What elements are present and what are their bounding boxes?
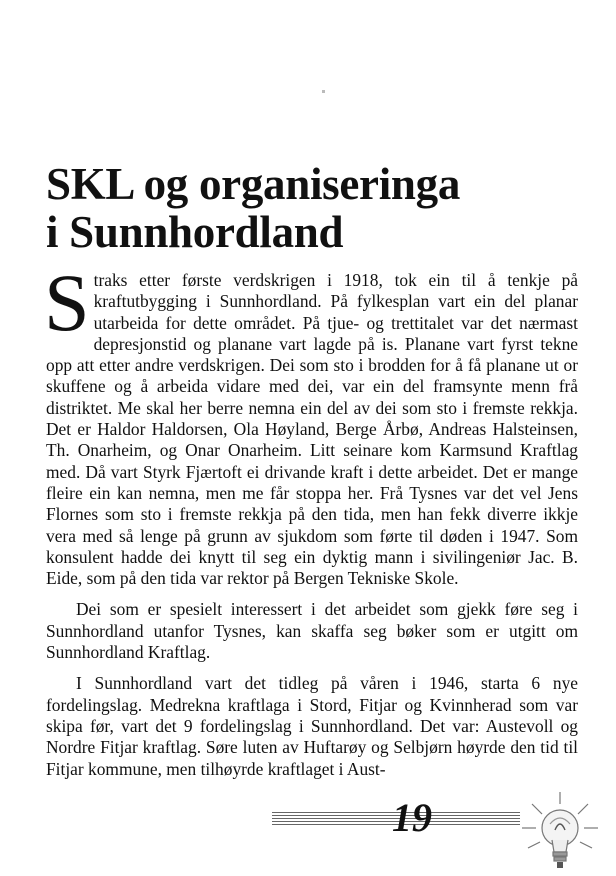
chapter-title-line-2: i Sunnhordland: [46, 207, 344, 257]
page-number: 19: [392, 795, 432, 840]
lightbulb-emblem-icon: [518, 788, 602, 872]
paragraph-3: I Sunnhordland vart det tidleg på våren i 1946, starta 6 nye fordelingslag. Medrekna kraftlaga i Stord, Fitjar og Kvinnherad som var skipa før, vart det 9 fordelingslag i Sunnhordland. Det var: Austevoll og Nordre Fitjar kraftlag. Søre luten av Huftarøy og Selbjørn høyrde den tid til Fitjar kommune, men tilhøyrde kraftlaget i Aust-: [46, 673, 578, 779]
drop-cap: S: [44, 257, 90, 348]
paragraph-1-text: traks etter første verdskrigen i 1918, tok ein til å tenkje på kraftutbygging i Sunnhordland. På fylkesplan vart ein del planar utarbeida for dette området. På tjue- og trettitalet var det nærmast depresjonstid og planane vart lagde på is. Planane vart fyrst tekne opp att etter andre verdskrigen. Dei som sto i brodden for å få planane ut or skuffene og å arbeida vidare med dei, var ein del framsynte menn frå distriktet. Me skal her berre nemna ein del av dei som sto i fremste rekkja. Det er Haldor Haldorsen, Ola Høyland, Berge Årbø, Andreas Halsteinsen, Th. Onarheim, og Onar Onarheim. Litt seinare kom Karmsund Kraftlag med. Då vart Styrk Fjærtoft ei drivande kraft i dette arbeidet. Det er mange fleire ein kan nemna, men me får stoppa her. Frå Tysnes var det vel Jens Flornes som sto i fremste rekkja på den tida, men han fekk diverre ikkje vera med så lenge på grunn av sjukdom som førte til døden i 1947. Som konsulent hadde dei knytt til seg ein dyktig mann i sivilingeniør Jac. B. Eide, som på den tida var rektor på Bergen Tekniske Skole.: [46, 270, 578, 589]
body-text: [44, 257, 578, 780]
paragraph-2: Dei som er spesielt interessert i det arbeidet som gjekk føre seg i Sunnhordland utanfor Tysnes, kan skaffa seg bøker som er utgitt om Sunnhordland Kraftlag.: [46, 599, 578, 663]
chapter-title: [46, 160, 586, 256]
paragraph-1: [44, 257, 578, 589]
scan-speck: [322, 90, 325, 93]
chapter-title-line-1: SKL og organiseringa: [46, 159, 461, 209]
